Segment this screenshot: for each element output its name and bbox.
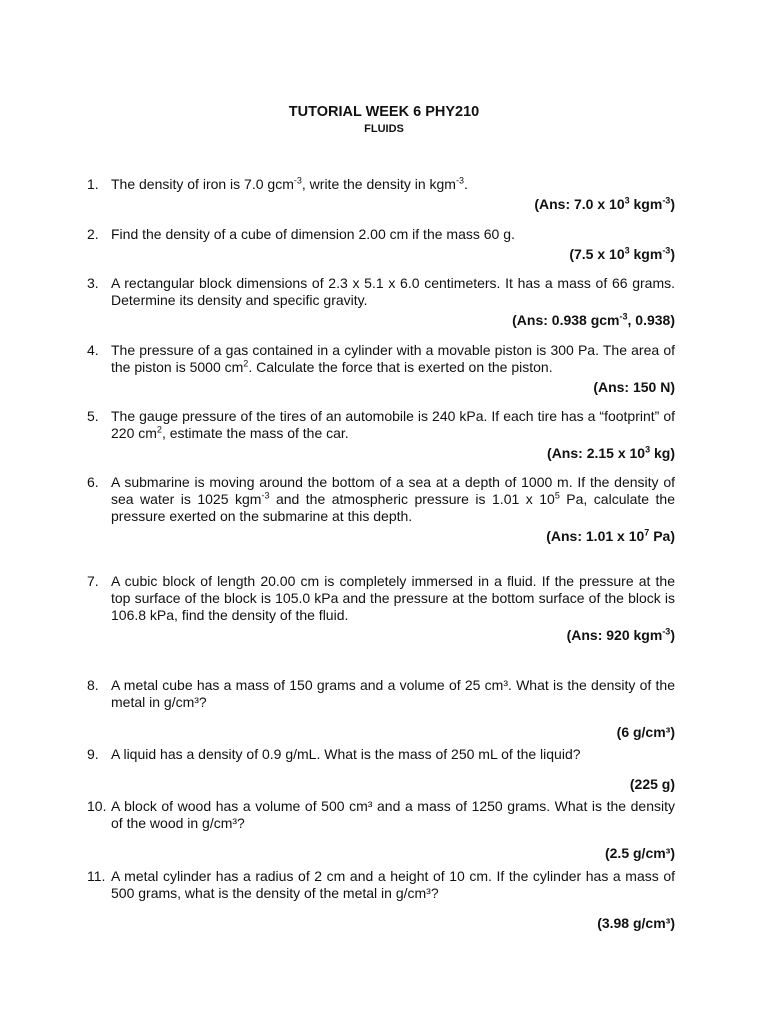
question-number: 6. [87,474,99,490]
question-text: A submarine is moving around the bottom of a sea at a depth of 1000 m. If the density of sea water is 1025 kgm$^{-3}$ and the atmospheric pressure is 1.01 x $10^5$ Pa, calculate the pressure exerted on the submarine at this depth. [111,474,676,524]
answer: (Ans: 0.938 gcm$^{-3}$, 0.938) [512,311,675,328]
page-subtitle: FLUIDS [364,123,404,135]
question-text: A metal cube has a mass of 150 grams and a volume of 25 cm³. What is the density of the metal in g/cm³? [111,677,675,710]
question-number: 1. [87,176,99,192]
question-4 [87,342,675,396]
question-6 [87,474,675,545]
question-text: The density of iron is 7.0 gcm$^{-3}$, write the density in kgm$^{-3}$. [111,175,468,192]
question-number: 5. [87,408,99,424]
question-number: 11. [87,868,106,884]
question-1 [87,176,675,213]
question-11 [87,868,675,932]
answer: (2.5 g/cm³) [604,845,675,861]
question-7 [87,573,675,644]
answer: (3.98 g/cm³) [597,915,675,931]
question-text: A metal cylinder has a radius of 2 cm and a height of 10 cm. If the cylinder has a mass of 500 grams, what is the density of the metal in g/cm³? [111,868,675,901]
answer: (7.5 x $10^3$ kgm$^{-3}$) [569,245,675,262]
question-10 [87,798,675,862]
question-5 [87,408,675,462]
answer: (Ans: 920 kgm$^{-3}$) [566,626,675,643]
answer: (Ans: 1.01 x $10^7$ Pa) [546,527,675,544]
answer: (Ans: 7.0 x $10^3$ kgm$^{-3}$) [534,195,675,212]
answer: (225 g) [629,776,675,792]
question-number: 2. [87,226,99,242]
answer: (Ans: 2.15 x $10^3$ kg) [547,444,675,461]
question-text: Find the density of a cube of dimension 2.00 cm if the mass 60 g. [111,226,515,242]
question-number: 3. [87,275,99,291]
question-8 [87,677,675,741]
answer: (Ans: 150 N) [593,379,675,395]
question-text: A block of wood has a volume of 500 cm³ and a mass of 1250 grams. What is the density of the wood in g/cm³? [111,798,675,831]
question-number: 9. [87,746,99,762]
question-3 [87,275,675,329]
question-2 [87,226,675,263]
question-number: 4. [87,342,99,358]
question-text: A rectangular block dimensions of 2.3 x 5.1 x 6.0 centimeters. It has a mass of 66 grams. Determine its density and specific gravity. [111,275,675,308]
question-number: 8. [87,677,99,693]
question-number: 7. [87,573,99,589]
question-text: The gauge pressure of the tires of an automobile is 240 kPa. If each tire has a “footprint” of 220 $cm^2$, estimate the mass of the car. [111,408,675,441]
question-text: A liquid has a density of 0.9 g/mL. What is the mass of 250 mL of the liquid? [111,746,581,762]
question-text: A cubic block of length 20.00 cm is completely immersed in a fluid. If the pressure at the top surface of the block is 105.0 kPa and the pressure at the bottom surface of the block is 106.8 kPa, find the density of the fluid. [111,573,675,623]
question-number: 10. [87,798,107,814]
page-title: TUTORIAL WEEK 6 PHY210 [288,104,480,120]
question-9 [87,746,675,793]
answer: (6 g/cm³) [616,724,675,740]
question-text: The pressure of a gas contained in a cylinder with a movable piston is 300 Pa. The area of the piston is 5000 $cm^2$. Calculate the force that is exerted on the piston. [111,342,675,375]
